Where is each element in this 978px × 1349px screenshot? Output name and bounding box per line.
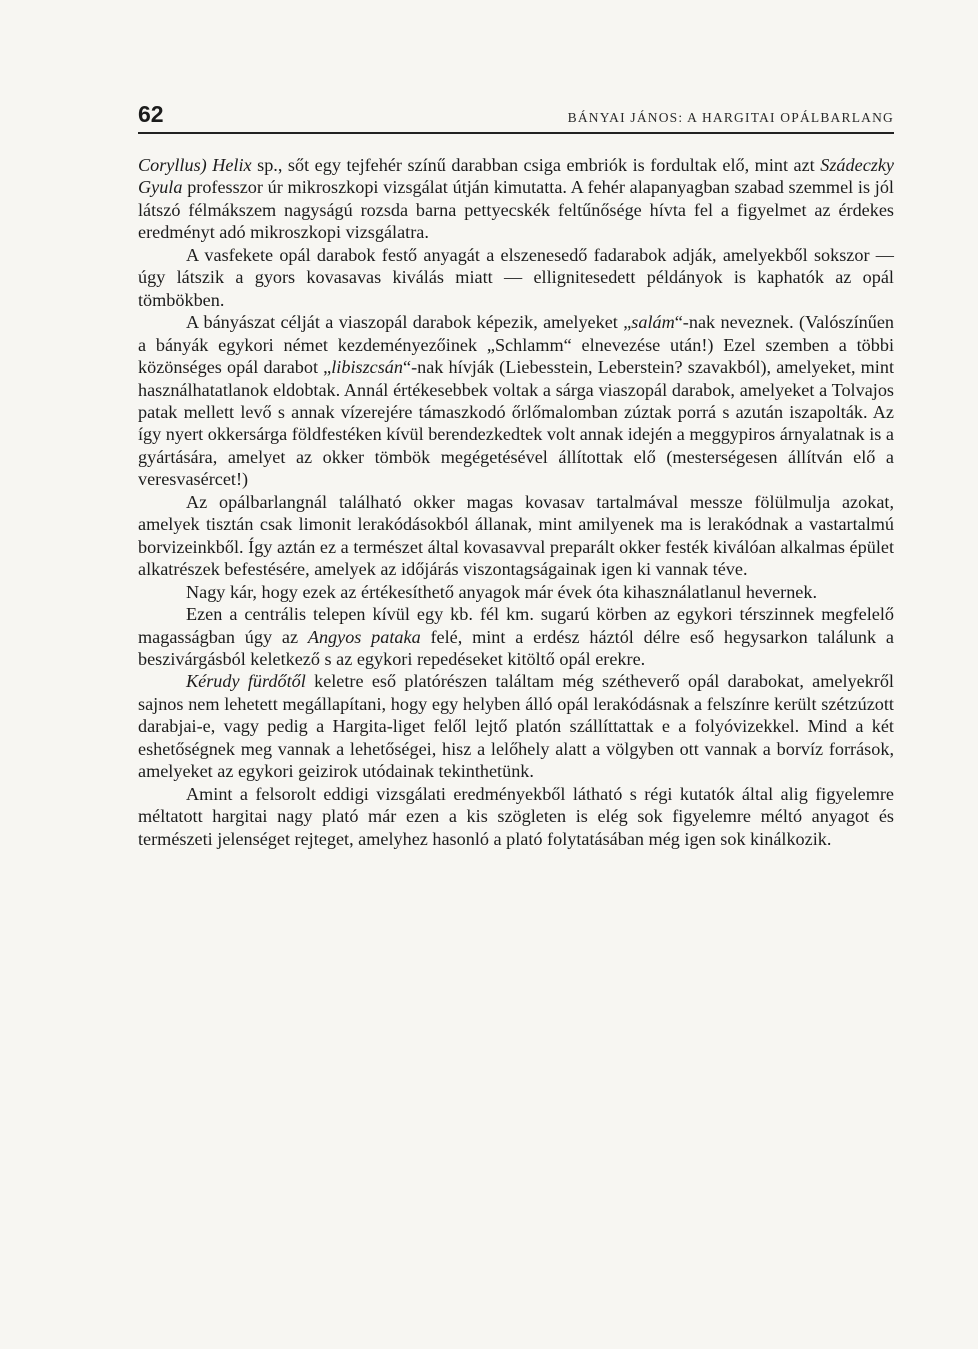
paragraph	[138, 154, 894, 244]
text-italic: salám	[631, 312, 675, 333]
paragraph	[138, 783, 894, 850]
paragraph	[138, 603, 894, 670]
text-segment: A vasfekete opál darabok festő anyagát a elszenesedő fadarabok adják, amelyekből sokszor — úgy látszik a gyors kovasavas kiválás miatt — ellignitesedett példányok is kaphatók az opál tömbökben.	[138, 244, 894, 310]
text-segment: Amint a felsorolt eddigi vizsgálati eredményekből látható s régi kutatók által alig figyelemre méltatott hargitai nagy plató már ezen a kis szögleten is elég sok figyelemre méltó anyagot és természeti jelenséget rejteget, amelyhez hasonló a plató folytatásában még igen sok kinálkozik.	[138, 783, 894, 849]
text-segment: Az opálbarlangnál található okker magas kovasav tartalmával messze fölülmulja azokat, amelyek tisztán csak limonit lerakódásokból állanak, mint amilyenek ma is lerakódnak a vastartalmú borvizeinkből. Így aztán ez a természet által kovasavval preparált okker festék kiválóan alkalmas épület alkatrészek befestésére, amelyek az időjárás viszontagságainak igen ki vannak téve.	[138, 491, 894, 580]
text-italic: Szádeczky Gyula	[138, 155, 894, 198]
text-segment: “-nak neveznek. (Valószínűen a bányák egykori német kezdeményezőinek „Schlamm“ elnevezése után!) Ezel szemben a többi közönséges opál darabot „	[138, 312, 894, 378]
document-page	[138, 96, 894, 850]
paragraph	[138, 670, 894, 782]
paragraph	[138, 581, 894, 603]
running-head: BÁNYAI JÁNOS: A HARGITAI OPÁLBARLANG	[567, 110, 894, 125]
paragraph	[138, 491, 894, 581]
text-italic: Kérudy fürdőtől	[186, 671, 306, 692]
text-italic: libiszcsán	[331, 357, 403, 378]
page-number: 62	[138, 101, 164, 127]
text-segment: A bányászat célját a viaszopál darabok képezik, amelyeket „	[186, 312, 632, 333]
text-italic: Coryllus) Helix	[138, 155, 252, 175]
text-segment: sp., sőt egy tejfehér színű darabban csiga embriók is fordultak elő, mint azt	[251, 155, 821, 175]
text-segment: professzor úr mikroszkopi vizsgálat útján kimutatta. A fehér alapanyagban szabad szemmel is jól látszó félmákszem nagyságú rozsda barna pettyecskék feltűnősége hívta fel a figyelmet az érdekes eredményt adó mikroszkopi vizsgálatra.	[138, 177, 894, 243]
text-italic: Angyos pataka	[307, 626, 421, 647]
body-text	[138, 154, 894, 850]
text-segment: “-nak hívják (Liebesstein, Leberstein? szavakból), amelyeket, mint használhatatlanok eldobtak. Annál értékesebbek voltak a sárga viaszopál darabok, amelyeket a Tolvajos patak mellett levő s annak vízerejére támaszkodó őrlőmalomban zúztak porrá s azután iszapolták. Az így nyert okkersárga földfestéken kívül berendezkedtek volt annak idején a meggypiros árnyalatnak is a gyártására, amelyet az okker tömbök megégetésével állítottak elő (mesterségesen állítván elő a veresvasércet!)	[138, 357, 895, 490]
text-segment: Ezen a centrális telepen kívül egy kb. fél km. sugarú körben az egykori térszinnek megfelelő magasságban úgy az	[138, 604, 894, 647]
text-segment: keletre eső platórészen találtam még szétheverő opál darabokat, amelyekről sajnos nem lehetett megállapítani, hogy egy helyben álló opál lerakódásnak a felszínre került szétzúzott darabjai-e, vagy pedig a Hargita-liget felől lejtő platón szállíttattak e a folyóvizekkel. Mind a két eshetőségnek meg vannak a lehetőségei, hisz a lelőhely alatt a völgyben ott vannak a borvíz források, amelyeket az egykori geizirok utódainak tekinthetünk.	[138, 671, 894, 782]
paragraph	[138, 244, 894, 311]
paragraph	[138, 311, 894, 491]
text-segment: felé, mint a erdész háztól délre eső hegysarkon találunk a beszivárgásból keletkező s az egykori repedéseket kitöltő opál erekre.	[138, 626, 894, 669]
text-segment: Nagy kár, hogy ezek az értékesíthető anyagok már évek óta kihasználatlanul hevernek.	[186, 581, 818, 602]
page-header	[138, 96, 894, 134]
